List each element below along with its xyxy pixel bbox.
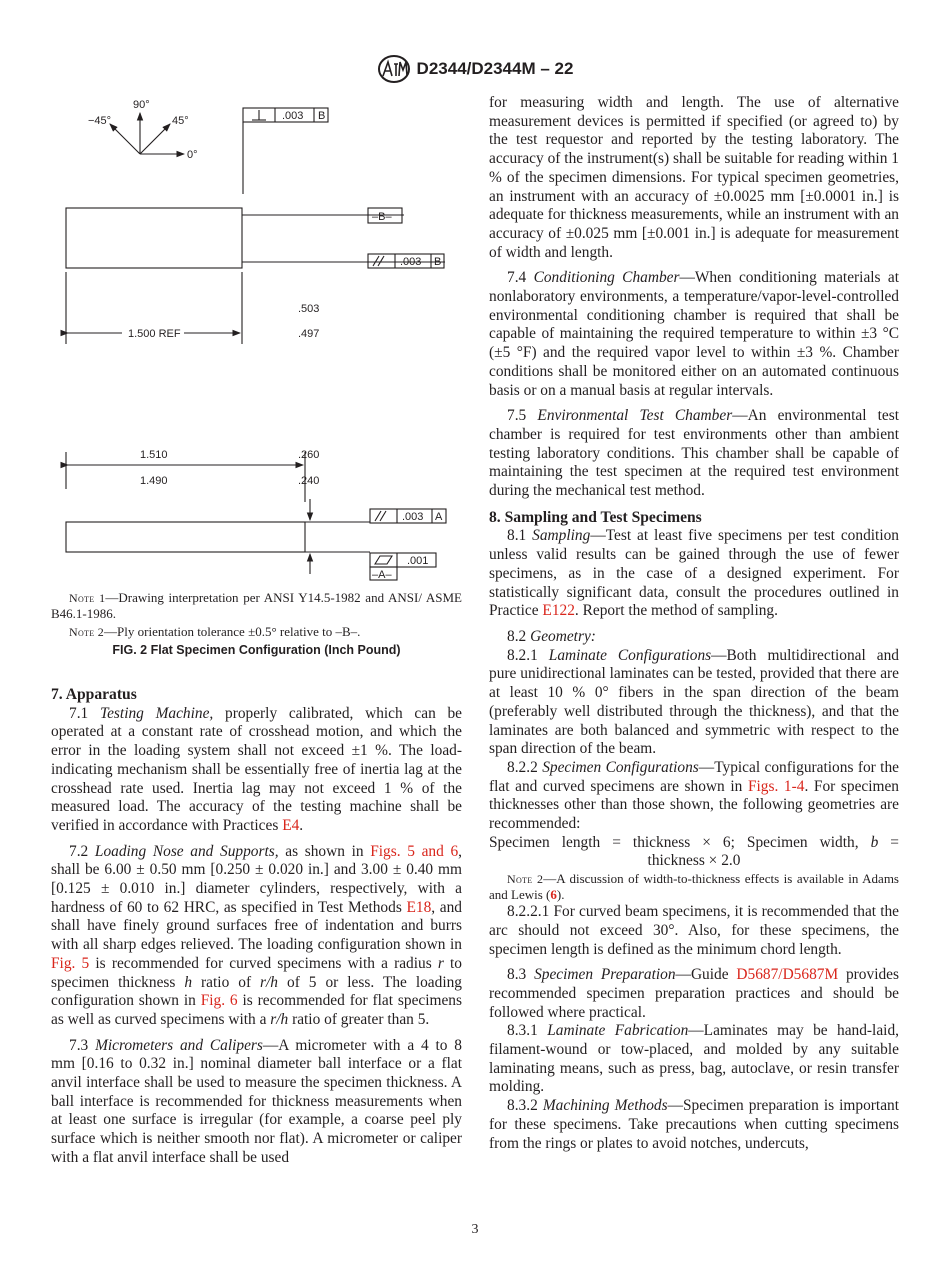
link-fig-5[interactable]: Fig. 5	[51, 954, 90, 972]
section-8-heading: 8. Sampling and Test Specimens	[489, 508, 702, 526]
figure-notes	[51, 590, 462, 658]
astm-logo-icon	[377, 54, 411, 84]
flatness-tolerance: .001	[407, 555, 429, 567]
parallelism-b-tolerance: .003	[400, 256, 422, 268]
depth-min: .240	[298, 475, 320, 487]
para-7-5: 7.5 Environmental Test Chamber—An environmental test chamber is required for test environments other than ambient testing laboratory conditions. This chamber shall be capable of maintaining the test specimen at the required test environment during the mechanical test method.	[489, 407, 900, 500]
para-8-3: 8.3 Specimen Preparation—Guide D5687/D5687M provides recommended specimen preparation practices and should be followed where practical.	[489, 966, 899, 1021]
figure-note-2: Note 2—Ply orientation tolerance ±0.5° relative to –B–.	[69, 624, 361, 639]
right-column	[489, 94, 899, 1153]
link-fig-6[interactable]: Fig. 6	[200, 992, 238, 1010]
specimen-top-view	[66, 208, 242, 268]
ply-axis-45	[140, 124, 170, 154]
parallelism-a-tolerance: .003	[402, 511, 424, 523]
width-min: 1.490	[140, 475, 168, 487]
para-7-1: 7.1 Testing Machine, properly calibrated, which can be operated at a constant rate of crosshead motion, and which the error in the loading system shall not exceed ±1 %. The load-indicating mechanism shall be essentially free of inertia lag at the crosshead rate used. Inertia lag may not exceed 1 % of the measured load. The accuracy of the testing machine shall be verified in accordance with Practices E4.	[51, 704, 463, 834]
link-d5687[interactable]: D5687/D5687M	[736, 966, 839, 984]
left-column	[51, 686, 462, 1168]
para-8-2-2: 8.2.2 Specimen Configurations—Typical configurations for the flat and curved specimens are shown in Figs. 1-4. For specimen thicknesses other than those shown, the following geometries are recommended:	[489, 758, 900, 833]
ref-6[interactable]: 6	[550, 887, 557, 903]
page-header	[0, 54, 950, 84]
angle-45-label: 45°	[172, 115, 189, 127]
link-e122[interactable]: E122	[542, 602, 575, 620]
thickness-min: .497	[298, 328, 320, 340]
figure-2-drawing	[50, 94, 470, 594]
para-7-4: 7.4 Conditioning Chamber—When conditioning materials at nonlaboratory environments, a temperature/vapor-level-controlled environmental conditioning chamber is required that shall be capable of maintaining the required temperature to within ±3 °C (±5 °F) and the required vapor level to within ±3 %. Chamber conditions shall be monitored either on an automated continuous basis or on a manual basis at regular intervals.	[489, 269, 900, 399]
para-8-2-2-1: 8.2.2.1 For curved beam specimens, it is recommended that the arc should not exceed 30°. Also, for these specimens, the specimen length is defined as the minimum chord length.	[489, 903, 899, 958]
datum-b-ref: B	[318, 110, 326, 122]
page-number: 3	[471, 1222, 479, 1237]
angle-90-label: 90°	[133, 99, 150, 111]
datum-a-label: –A–	[372, 569, 392, 581]
document-id: D2344/D2344M – 22	[416, 59, 574, 78]
parallelism-a-datum: A	[435, 511, 443, 523]
depth-max: .260	[298, 449, 320, 461]
para-7-3: 7.3 Micrometers and Calipers—A micrometer with a 4 to 8 mm [0.16 to 0.32 in.] nominal diameter ball interface or a flat anvil interface shall be used to measure the specimen thickness. A ball interface is recommended for thickness measurements when at least one surface is irregular (for example, a coarse peel ply surface which is neither smooth nor flat). A micrometer or caliper with a flat anvil interface shall be used	[51, 1036, 463, 1166]
link-e18[interactable]: E18	[406, 898, 432, 916]
figure-caption: FIG. 2 Flat Specimen Configuration (Inch Pound)	[112, 643, 401, 657]
section-7-heading: 7. Apparatus	[51, 686, 137, 703]
specimen-end-view	[66, 522, 305, 552]
parallelism-b-datum: B	[434, 256, 442, 268]
note-2-width-thickness: Note 2—A discussion of width-to-thickness effects is available in Adams and Lewis (6).	[489, 871, 899, 903]
perpendicularity-tolerance: .003	[282, 110, 304, 122]
para-8-2-1: 8.2.1 Laminate Configurations—Both multidirectional and pure unidirectional laminates can be tested, provided that there are at least 10 % 0° fibers in the span direction of the beam (preferably well distributed through the thickness), and that the laminates are both balanced and symmetric with respect to the span direction of the beam.	[489, 646, 899, 758]
length-ref: 1.500 REF	[128, 328, 181, 340]
datum-b-label: –B–	[372, 211, 392, 223]
thickness-max: .503	[298, 303, 320, 315]
geometry-formula: Specimen length = thickness × 6; Specimen width, b = thickness × 2.0	[489, 833, 899, 870]
specimen-drawing	[50, 94, 470, 594]
para-8-2: 8.2 Geometry:	[507, 627, 596, 645]
ply-axis-minus45	[110, 124, 140, 154]
para-8-1: 8.1 Sampling—Test at least five specimens per test condition unless valid results can be gained through the use of fewer specimens, as in the case of a designed experiment. For statistically significant data, consult the procedures outlined in Practice E122. Report the method of sampling.	[489, 527, 899, 620]
para-8-3-1: 8.3.1 Laminate Fabrication—Laminates may be hand-laid, filament-wound or tow-placed, and molded by any suitable laminating means, such as press, bag, autoclave, or resin transfer molding.	[489, 1022, 899, 1096]
width-max: 1.510	[140, 449, 168, 461]
para-8-3-2: 8.3.2 Machining Methods—Specimen preparation is important for these specimens. Take precautions when cutting specimens from the rings or plates to avoid notches, undercuts,	[489, 1097, 899, 1152]
link-figs-5-6[interactable]: Figs. 5 and 6	[370, 842, 459, 860]
link-e4[interactable]: E4	[282, 816, 300, 834]
angle-0-label: 0°	[187, 149, 198, 161]
para-7-3-continued: for measuring width and length. The use of alternative measurement devices is permitted if specified (or agreed to) by the test requestor and reported by the testing laboratory. The accuracy of the instrument(s) shall be suitable for reading within 1 % of the specimen dimensions. For typical specimen geometries, an instrument with an accuracy of ±0.0025 mm [±0.0001 in.] is adequate for thickness measurements, while an instrument with an accuracy of ±0.025 mm [±0.001 in.] is adequate for measurement of width and length.	[489, 94, 899, 261]
link-figs-1-4[interactable]: Figs. 1-4	[747, 777, 805, 795]
angle-minus45-label: −45°	[88, 115, 112, 127]
figure-note-1: Note 1—Drawing interpretation per ANSI Y14.5-1982 and ANSI/ ASME B46.1-1986.	[51, 590, 462, 621]
para-7-2: 7.2 Loading Nose and Supports, as shown in Figs. 5 and 6, shall be 6.00 ± 0.50 mm [0.250 ± 0.020 in.] and 3.00 ± 0.40 mm [0.125 ± 0.010 in.] diameter cylinders, respectively, with a hardness of 60 to 62 HRC, as specified in Test Methods E18, and shall have finely ground surfaces free of indentation and burrs with all sharp edges relieved. The loading configuration shown in Fig. 5 is recommended for curved specimens with a radius r to specimen thickness h ratio of r/h of 5 or less. The loading configuration shown in Fig. 6 is recommended for flat specimens as well as curved specimens with a r/h ratio of greater than 5.	[51, 842, 462, 1028]
